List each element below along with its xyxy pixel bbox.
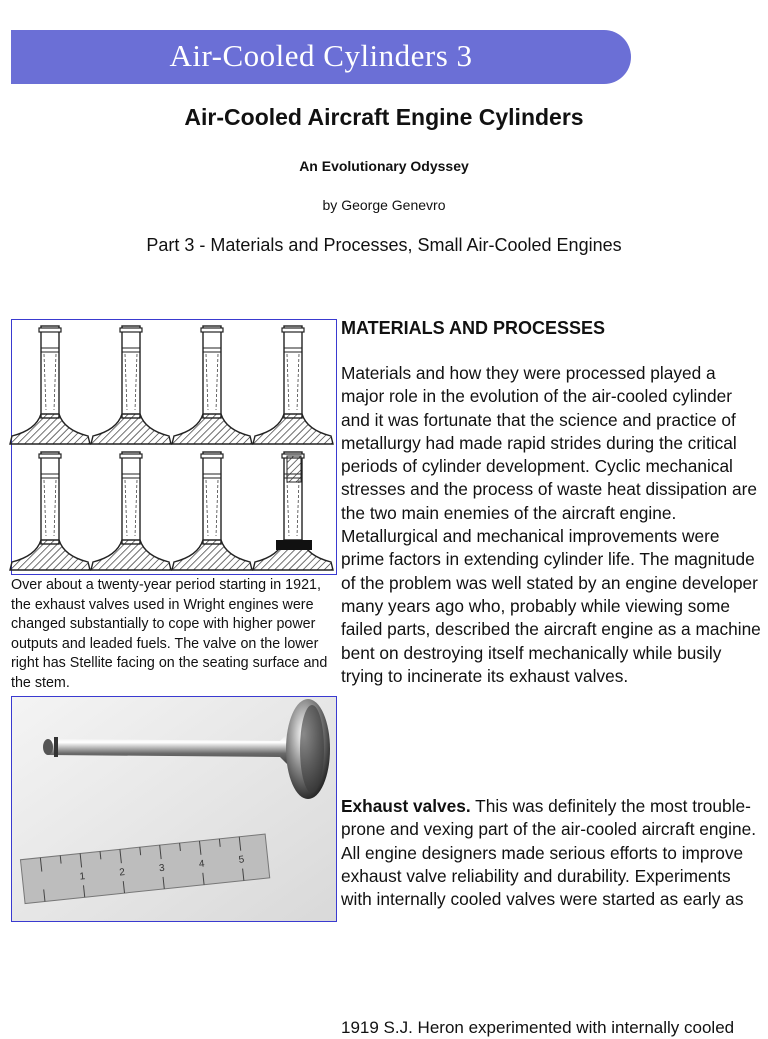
- article-subtitle: An Evolutionary Odyssey: [299, 158, 469, 174]
- exhaust-valves-lead: Exhaust valves.: [341, 796, 471, 816]
- banner-title: Air-Cooled Cylinders 3: [169, 38, 473, 73]
- valve-figure-caption: Over about a twenty-year period starting in 1921, the exhaust valves used in Wright engines were changed substantially to cope with higher power outputs and leaded fuels. The valve on the lower right has Stellite facing on the seating surface and the stem.: [11, 577, 328, 691]
- paragraph-exhaust-valves: [341, 795, 761, 911]
- article-part: Part 3 - Materials and Processes, Small Air-Cooled Engines: [146, 235, 622, 255]
- exhaust-valve-photo-image: [12, 697, 336, 921]
- valve-drawings-illustration: [12, 320, 336, 574]
- ruler-number-3: 3: [158, 862, 166, 875]
- ruler-number-4: 4: [198, 858, 206, 871]
- exhaust-valves-text: This was definitely the most trouble-prone and vexing part of the air-cooled aircraft engine. All engine designers made serious efforts to improve exhaust valve reliability and durability. Experiments with internally cooled valves were started as early as: [341, 796, 757, 910]
- section-heading: MATERIALS AND PROCESSES: [341, 318, 606, 338]
- exhaust-valve-photo: [11, 696, 337, 922]
- ruler-number-1: 1: [79, 871, 86, 883]
- paragraph-materials: Materials and how they were processed played a major role in the evolution of the air-cooled cylinder and it was fortunate that the science and practice of metallurgy had made rapid strides during the critical periods of cylinder development. Cyclic mechanical stresses and the process of waste heat dissipation are the two main enemies of the aircraft engine. Metallurgical and mechanical improvements were prime factors in extending cylinder life. The magnitude of the problem was well stated by an engine developer many years ago who, probably while viewing some failed parts, described the aircraft engine as a machine bent on destroying itself mechanically while busily trying to incinerate its exhaust valves.: [341, 363, 761, 686]
- ruler-number-2: 2: [118, 866, 126, 879]
- header-banner: [11, 30, 631, 84]
- article-byline: by George Genevro: [322, 197, 446, 213]
- valve-drawings-figure: [11, 319, 337, 575]
- cutoff-text-line: 1919 S.J. Heron experimented with internally cooled: [341, 1018, 735, 1037]
- article-title: Air-Cooled Aircraft Engine Cylinders: [184, 104, 584, 130]
- ruler-number-5: 5: [238, 854, 245, 866]
